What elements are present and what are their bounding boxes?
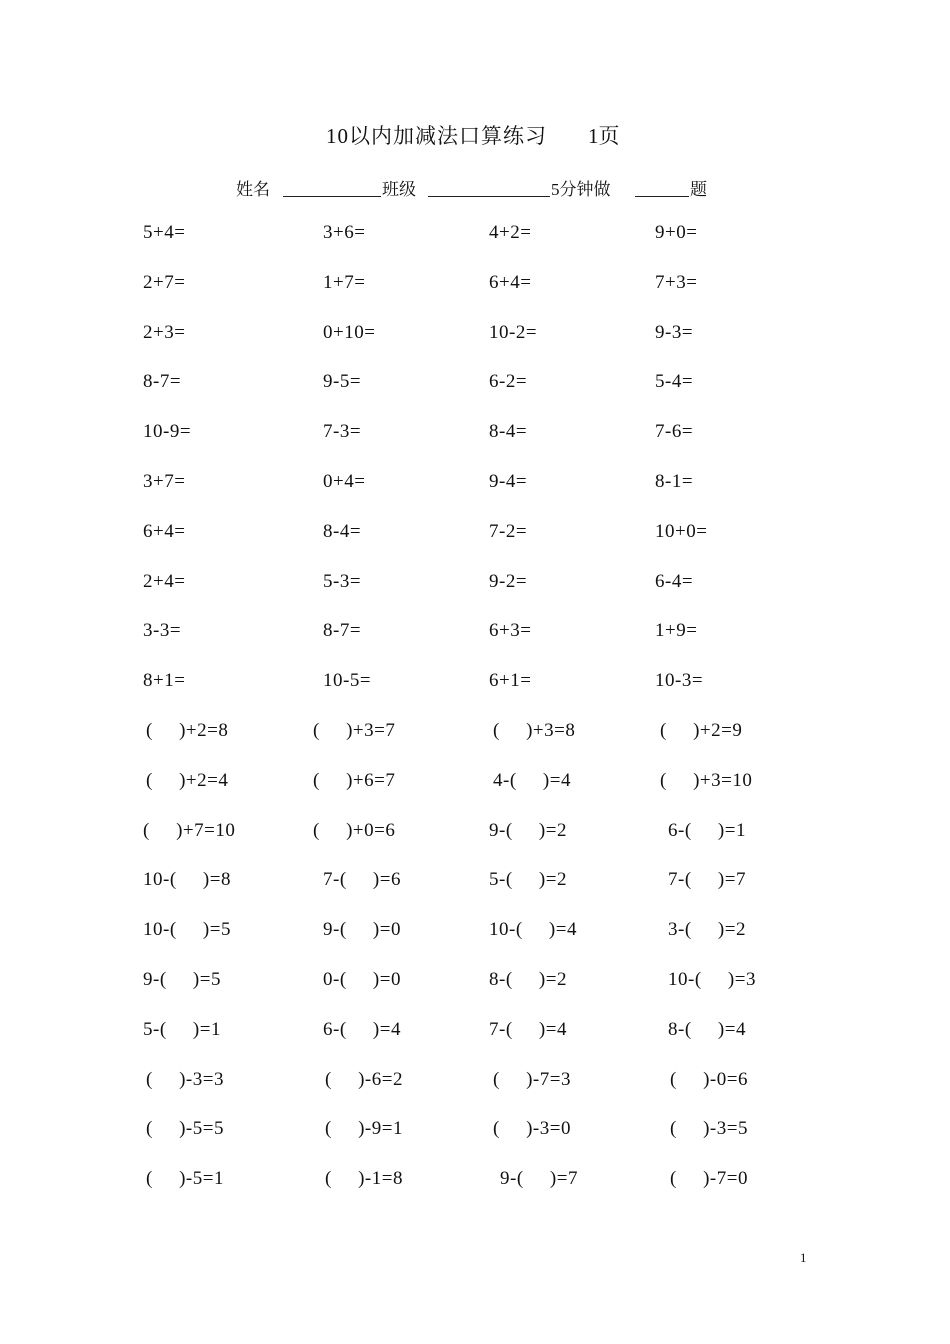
problem-cell: 4+2= [489,222,532,243]
problem-cell: 9-( )=2 [489,819,567,841]
problem-row [0,421,950,471]
problem-cell: 6-( )=4 [323,1018,401,1040]
problem-cell: ( )-6=2 [325,1068,403,1090]
problem-cell: 10-3= [655,670,704,692]
problem-cell: 9-2= [489,570,528,592]
problem-cell: 10-( )=3 [668,968,756,990]
problem-cell: 5-( )=2 [489,869,567,891]
problem-row [0,521,950,571]
problem-cell: ( )+0=6 [313,819,396,841]
problem-row [0,620,950,670]
problem-cell: 6+1= [489,670,532,692]
problem-cell: 9-( )=0 [323,919,401,941]
problem-cell: 3-3= [143,620,182,642]
problem-cell: 4-( )=4 [493,769,571,791]
problem-cell: 2+7= [143,271,186,293]
problem-cell: 6+4= [489,271,532,293]
class-blank[interactable] [428,196,550,197]
problem-cell: ( )-3=3 [146,1068,224,1090]
problem-cell: 7-( )=6 [323,869,401,891]
problem-row [0,1118,950,1168]
problem-cell: 2+3= [143,321,186,343]
problem-cell: 9-5= [323,371,362,393]
problem-cell: 1+7= [323,271,366,293]
problem-cell: ( )-1=8 [325,1168,403,1190]
problem-cell: 8-7= [143,371,182,393]
problem-cell: 10-5= [323,670,372,692]
problem-cell: 7-3= [323,421,362,443]
problem-cell: ( )+6=7 [313,769,396,791]
problem-cell: ( )+3=7 [313,719,396,741]
problem-row [0,919,950,969]
page-label: 1页 [588,124,620,148]
problem-cell: 7-2= [489,520,528,542]
problem-cell: ( )-5=1 [146,1168,224,1190]
problem-cell: ( )-5=5 [146,1118,224,1140]
page-number: 1 [800,1250,807,1265]
problem-cell: ( )+7=10 [143,819,236,841]
problem-cell: 1+9= [655,620,698,642]
problem-cell: 5-( )=1 [143,1018,221,1040]
problem-cell: 7-( )=4 [489,1018,567,1040]
problem-row [0,1019,950,1069]
problem-cell: ( )+2=8 [146,719,229,741]
problem-cell: 2+4= [143,570,186,592]
problem-cell: 6+4= [143,520,186,542]
problem-cell: 6+3= [489,620,532,642]
problem-row [0,1069,950,1119]
problem-row [0,322,950,372]
problem-row [0,869,950,919]
problem-row [0,720,950,770]
problem-cell: ( )-7=3 [493,1068,571,1090]
problem-cell: 9-( )=7 [500,1168,578,1190]
problem-row [0,222,950,272]
problem-cell: ( )+2=9 [660,719,743,741]
problem-row [0,371,950,421]
problem-cell: 0+4= [323,470,366,492]
problem-cell: 10-2= [489,321,538,343]
problem-cell: ( )-7=0 [670,1168,748,1190]
problem-cell: 7+3= [655,271,698,293]
problem-cell: 7-( )=7 [668,869,746,891]
problem-cell: 6-2= [489,371,528,393]
problem-cell: 3-( )=2 [668,919,746,941]
problem-cell: 10-( )=8 [143,869,231,891]
problem-cell: ( )+2=4 [146,769,229,791]
problem-cell: 9-( )=5 [143,968,221,990]
problem-cell: 10-( )=4 [489,919,577,941]
problem-row [0,770,950,820]
problem-cell: 8-1= [655,470,694,492]
problem-row [0,969,950,1019]
problem-cell: ( )-0=6 [670,1068,748,1090]
problem-cell: ( )-9=1 [325,1118,403,1140]
problem-cell: 7-6= [655,421,694,443]
problem-row [0,272,950,322]
count-label: 5分钟做 [551,180,611,199]
problem-cell: 5+4= [143,222,186,243]
problem-row [0,471,950,521]
class-label: 班级 [382,180,416,199]
problem-cell: 8+1= [143,670,186,692]
page-title [0,120,950,150]
problem-cell: 10+0= [655,520,708,542]
problem-cell: 9+0= [655,222,698,243]
problem-cell: 0-( )=0 [323,968,401,990]
problem-cell: ( )+3=10 [660,769,753,791]
problem-cell: 3+7= [143,470,186,492]
count-blank[interactable] [635,196,689,197]
name-blank[interactable] [283,196,381,197]
problem-row [0,1168,950,1218]
problem-row [0,571,950,621]
problem-cell: 8-4= [489,421,528,443]
problem-cell: 9-4= [489,470,528,492]
problem-cell: 8-7= [323,620,362,642]
problem-cell: ( )-3=0 [493,1118,571,1140]
info-line [0,175,950,201]
problem-cell: 10-9= [143,421,192,443]
problem-cell: ( )+3=8 [493,719,576,741]
count-suffix: 题 [690,180,707,199]
problem-cell: 9-3= [655,321,694,343]
title-text: 10以内加减法口算练习 [326,124,547,148]
problem-cell: 0+10= [323,321,376,343]
problem-row [0,670,950,720]
problem-cell: 10-( )=5 [143,919,231,941]
name-label: 姓名 [236,180,270,199]
problem-cell: 5-4= [655,371,694,393]
problem-cell: 8-( )=2 [489,968,567,990]
problem-cell: 8-4= [323,520,362,542]
problem-cell: 6-( )=1 [668,819,746,841]
problem-cell: 8-( )=4 [668,1018,746,1040]
problem-grid [0,222,950,1218]
problem-cell: 6-4= [655,570,694,592]
problem-row [0,820,950,870]
problem-cell: 5-3= [323,570,362,592]
problem-cell: 3+6= [323,222,366,243]
problem-cell: ( )-3=5 [670,1118,748,1140]
